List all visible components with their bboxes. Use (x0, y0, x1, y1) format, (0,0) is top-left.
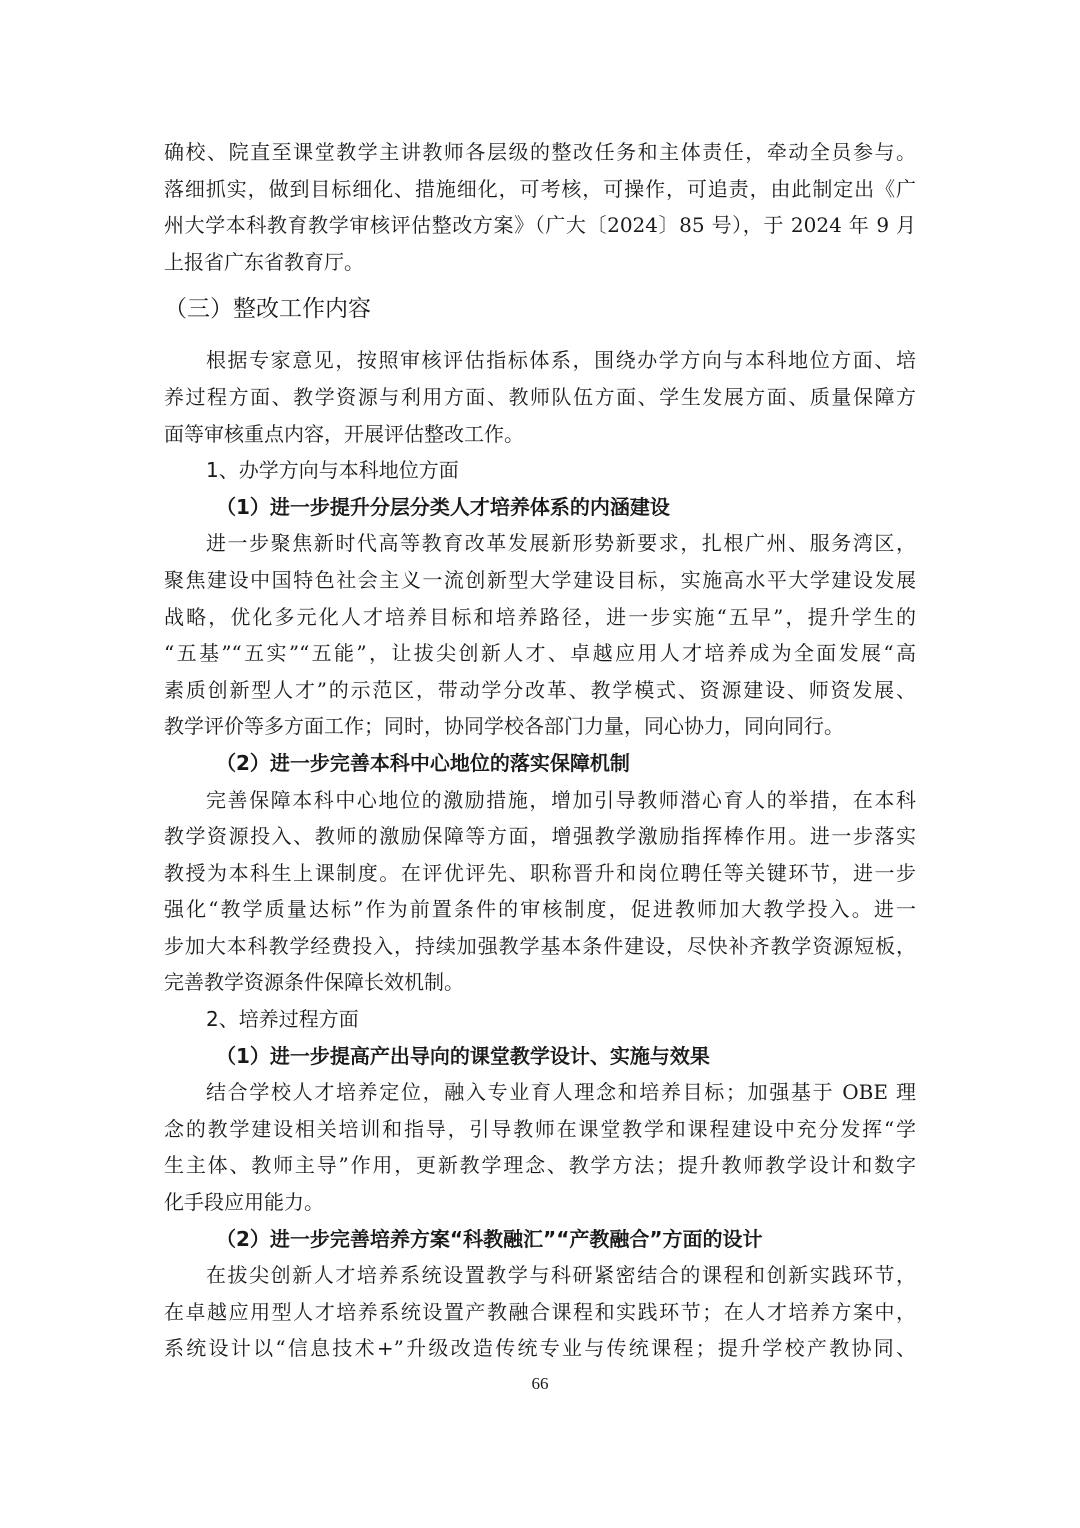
paragraph-line: 教学资源投入、教师的激励保障等方面，增强教学激励指挥棒作用。进一步落实 (164, 824, 916, 849)
paragraph-line: 化手段应用能力。 (164, 1190, 324, 1215)
subtopic-paragraph (164, 1074, 916, 1220)
paragraph-line: 战略，优化多元化人才培养目标和培养路径，进一步实施“五早”，提升学生的 (164, 604, 916, 629)
subtopic-heading: （2）进一步完善本科中心地位的落实保障机制 (216, 750, 630, 775)
paragraph-line: 进一步聚焦新时代高等教育改革发展新形势新要求，扎根广州、服务湾区， (206, 531, 916, 556)
paragraph-line: 生主体、教师主导”作用，更新教学理念、教学方法；提升教师教学设计和数字 (164, 1153, 916, 1178)
paragraph-line: 步加大本科教学经费投入，持续加强教学基本条件建设，尽快补齐教学资源短板， (164, 933, 916, 958)
intro-line: 落细抓实，做到目标细化、措施细化，可考核，可操作，可追责，由此制定出《广 (164, 176, 916, 201)
paragraph-line: 养过程方面、教学资源与利用方面、教师队伍方面、学生发展方面、质量保障方 (164, 384, 916, 409)
subtopic-paragraph (164, 782, 916, 1002)
paragraph-line: 结合学校人才培养定位，融入专业育人理念和培养目标；加强基于 OBE 理 (206, 1080, 916, 1105)
section-intro-paragraph (164, 342, 916, 452)
section-heading: （三）整改工作内容 (164, 296, 371, 323)
paragraph-line: 教学评价等多方面工作；同时，协同学校各部门力量，同心协力，同向同行。 (164, 714, 844, 739)
intro-paragraph (164, 134, 916, 280)
topic-heading: 2、培养过程方面 (206, 1007, 359, 1032)
paragraph-line: 念的教学建设相关培训和指导，引导教师在课堂教学和课程建设中充分发挥“学 (164, 1116, 916, 1141)
paragraph-line: 完善保障本科中心地位的激励措施，增加引导教师潜心育人的举措，在本科 (206, 787, 916, 812)
page-number: 66 (531, 1374, 549, 1393)
subtopic-paragraph (164, 525, 916, 745)
paragraph-line: 强化“教学质量达标”作为前置条件的审核制度，促进教师加大教学投入。进一 (164, 897, 916, 922)
page-content (164, 134, 916, 1367)
paragraph-line: 教授为本科生上课制度。在评优评先、职称晋升和岗位聘任等关键环节，进一步 (164, 860, 916, 885)
intro-line: 上报省广东省教育厅。 (164, 249, 364, 274)
topic-heading: 1、办学方向与本科地位方面 (206, 458, 459, 483)
paragraph-line: 在拔尖创新人才培养系统设置教学与科研紧密结合的课程和创新实践环节， (206, 1263, 916, 1288)
paragraph-line: 根据专家意见，按照审核评估指标体系，围绕办学方向与本科地位方面、培 (206, 348, 916, 373)
paragraph-line: 聚焦建设中国特色社会主义一流创新型大学建设目标，实施高水平大学建设发展 (164, 567, 916, 592)
paragraph-line: 系统设计以“信息技术+”升级改造传统专业与传统课程；提升学校产教协同、 (164, 1336, 916, 1361)
subtopic-heading: （2）进一步完善培养方案“科教融汇”“产教融合”方面的设计 (216, 1226, 763, 1251)
subtopic-heading: （1）进一步提升分层分类人才培养体系的内涵建设 (216, 494, 670, 519)
paragraph-line: “五基”“五实”“五能”，让拔尖创新人才、卓越应用人才培养成为全面发展“高 (164, 641, 916, 666)
intro-line: 州大学本科教育教学审核评估整改方案》（广大〔2024〕85 号），于 2024 年 9 月 (164, 213, 916, 238)
subtopic-paragraph (164, 1257, 916, 1367)
intro-line: 确校、院直至课堂教学主讲教师各层级的整改任务和主体责任，牵动全员参与。 (164, 140, 916, 164)
paragraph-line: 面等审核重点内容，开展评估整改工作。 (164, 421, 524, 446)
paragraph-line: 在卓越应用型人才培养系统设置产教融合课程和实践环节；在人才培养方案中， (164, 1299, 916, 1324)
paragraph-line: 完善教学资源条件保障长效机制。 (164, 970, 464, 995)
subtopic-heading: （1）进一步提高产出导向的课堂教学设计、实施与效果 (216, 1043, 710, 1068)
paragraph-line: 素质创新型人才”的示范区，带动学分改革、教学模式、资源建设、师资发展、 (164, 677, 916, 702)
